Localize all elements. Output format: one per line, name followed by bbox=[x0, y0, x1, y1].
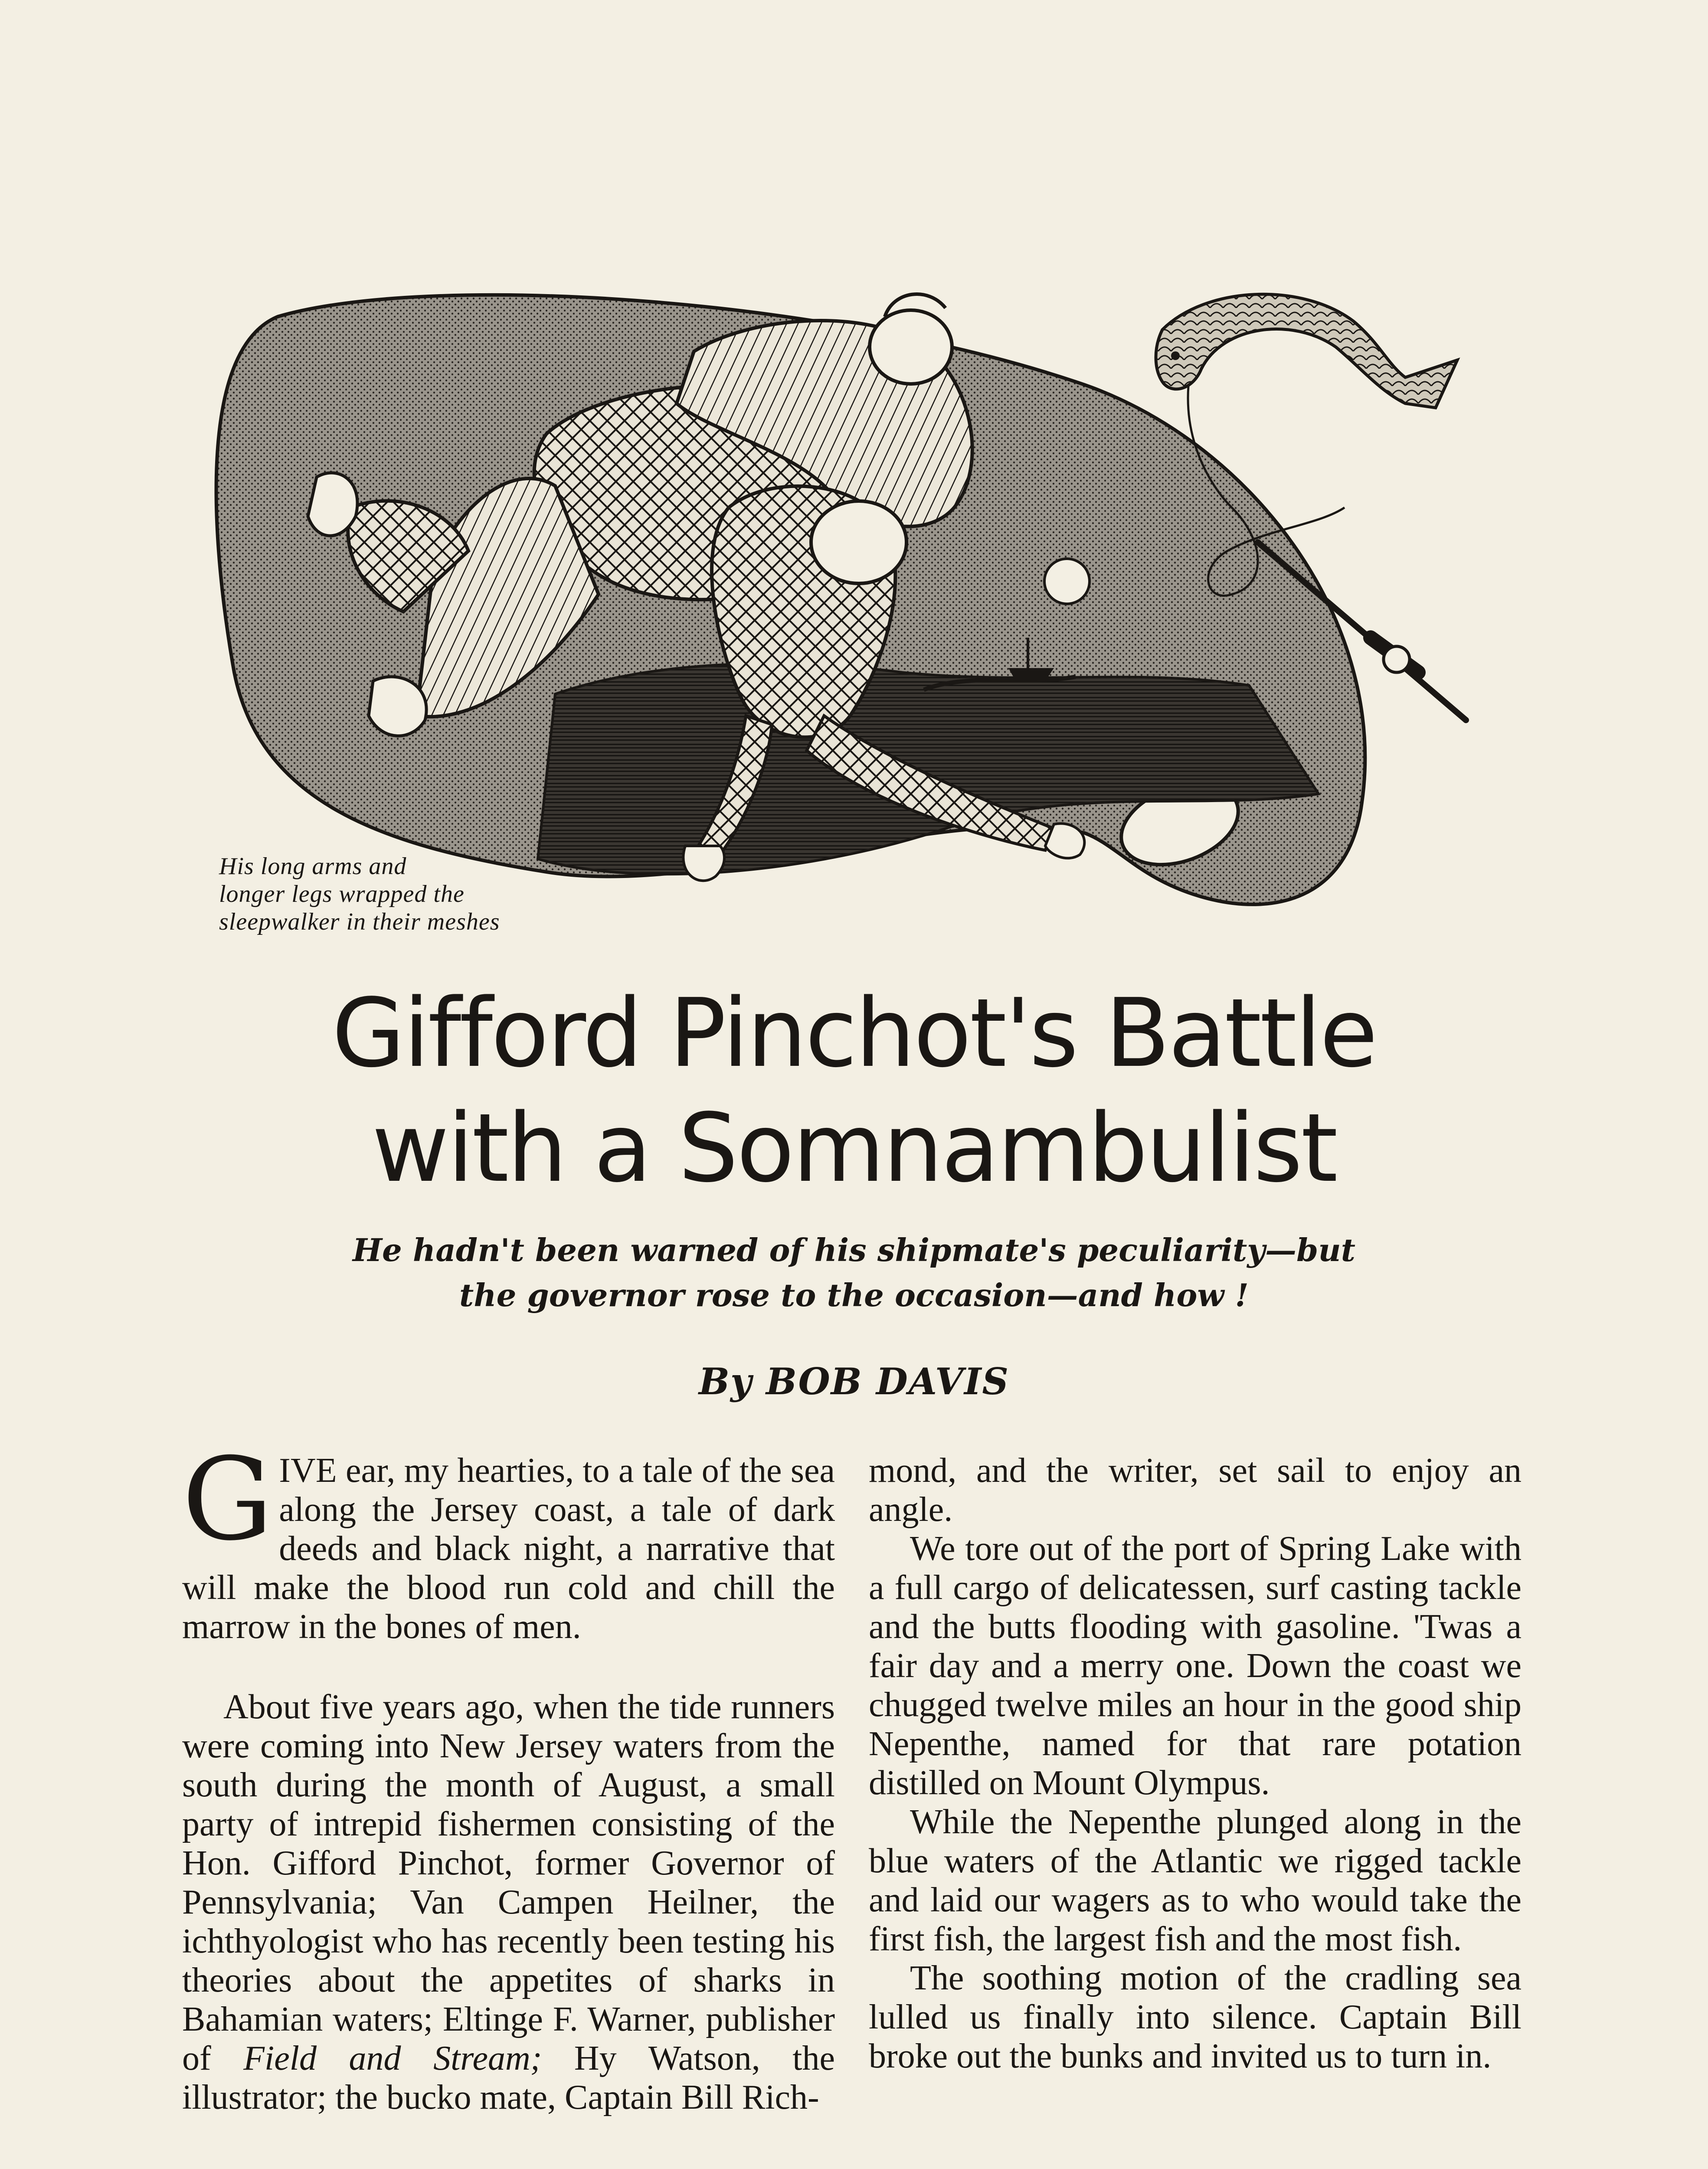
paragraph-text: About five years ago, when the tide runners were coming into New Jersey waters from the south during the month of August, a small party of intrepid fishermen consisting of the Hon. Gifford Pinchot, former Governor of Pennsylvania; Van Campen Heilner, the ichthyologist who has recently been testing his theories about the appetites of sharks in Bahamian waters; Eltinge F. Warner, publisher of bbox=[182, 1688, 835, 2077]
caption-line: His long arms and bbox=[219, 853, 407, 880]
left-column bbox=[182, 1433, 835, 2117]
paragraph: We tore out of the port of Spring Lake with a full cargo of delicatessen, surf casting tackle and the butts flooding with gasoline. 'Twas a fair day and a merry one. Down the coast we chugged twelve miles an hour in the good ship Nepenthe, named for that rare potation distilled on Mount Olympus. bbox=[869, 1530, 1521, 1802]
right-column bbox=[869, 1451, 1521, 2076]
subtitle-line: He hadn't been warned of his shipmate's peculiarity—but bbox=[353, 1232, 1355, 1268]
paragraph bbox=[182, 1687, 835, 2117]
publication-name: Field and Stream; bbox=[243, 2039, 542, 2077]
illustration-caption bbox=[219, 852, 653, 936]
paragraph: While the Nepenthe plunged along in the blue waters of the Atlantic we rigged tackle and laid our wagers as to who would take the first fish, the largest fish and the most fish. bbox=[869, 1803, 1521, 1958]
caption-line: sleepwalker in their meshes bbox=[219, 908, 500, 935]
article-title bbox=[0, 976, 1708, 1206]
paragraph: mond, and the writer, set sail to enjoy an angle. bbox=[869, 1451, 1521, 1529]
article-subtitle bbox=[0, 1228, 1708, 1318]
paragraph bbox=[182, 1433, 835, 1646]
paragraph-text: IVE ear, my hearties, to a tale of the sea along the Jersey coast, a tale of dark deeds and black night, a narrative that will make the blood run cold and chill the marrow in the bones of men. bbox=[182, 1451, 835, 1646]
caption-line: longer legs wrapped the bbox=[219, 881, 465, 908]
subtitle-line: the governor rose to the occasion—and how ! bbox=[459, 1277, 1249, 1314]
byline: By BOB DAVIS bbox=[698, 1360, 1010, 1403]
paragraph-text: Hy Watson, the illustrator; the bucko mate, Captain Bill Rich- bbox=[182, 2039, 835, 2117]
title-line: Gifford Pinchot's Battle bbox=[332, 979, 1376, 1088]
drop-cap: G bbox=[182, 1433, 273, 1566]
title-line: with a Somnambulist bbox=[372, 1094, 1336, 1203]
paragraph: The soothing motion of the cradling sea lulled us finally into silence. Captain Bill broke out the bunks and invited us to turn in. bbox=[869, 1959, 1521, 2075]
